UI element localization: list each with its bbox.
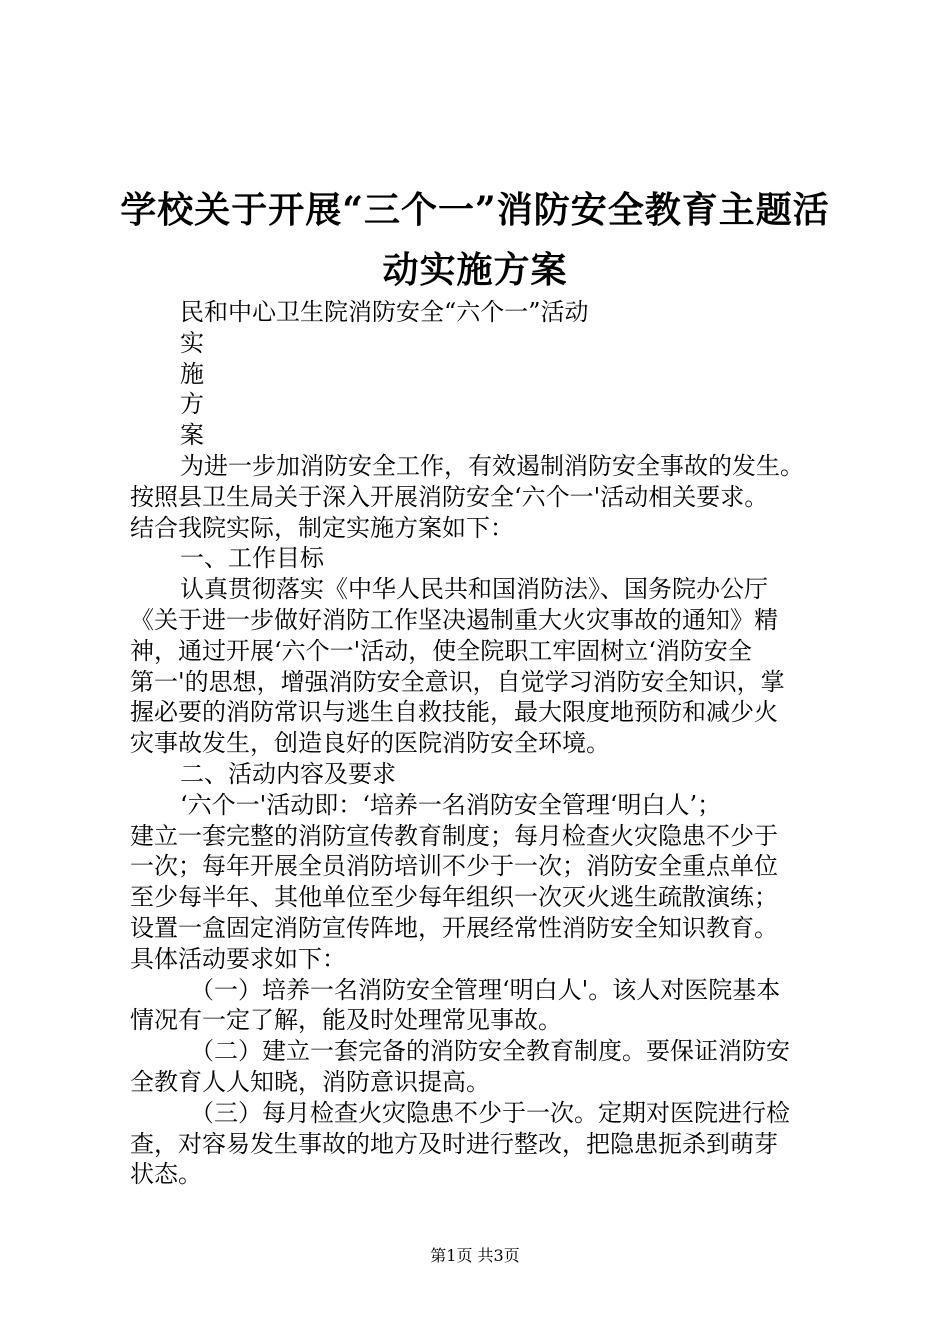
body-line: 一次；每年开展全员消防培训不少于一次；消防安全重点单位 (130, 852, 778, 881)
page-number-footer: 第1页 共3页 (430, 1246, 520, 1265)
body-line: 民和中心卫生院消防安全“六个一”活动 (180, 298, 589, 326)
body-line: 结合我院实际，制定实施方案如下： (130, 513, 514, 542)
body-line: 实 (180, 328, 204, 357)
body-line: 为进一步加消防安全工作，有效遏制消防安全事故的发生。 (180, 451, 804, 480)
body-line: （二）建立一套完备的消防安全教育制度。要保证消防安 (190, 1037, 790, 1066)
section-heading: 二、活动内容及要求 (180, 759, 396, 788)
body-line: 第一'的思想，增强消防安全意识，自觉学习消防安全知识，掌 (130, 667, 785, 696)
section-heading: 一、工作目标 (180, 544, 324, 573)
body-line: 设置一盒固定消防宣传阵地，开展经常性消防安全知识教育。 (130, 913, 778, 942)
body-line: ‘六个一'活动即：‘培养一名消防安全管理‘明白人’； (180, 790, 722, 819)
body-line: 方 (180, 390, 204, 419)
document-title-line-1: 学校关于开展“三个一”消防安全教育主题活 (120, 189, 830, 231)
body-line: 具体活动要求如下： (130, 944, 346, 973)
body-line: 情况有一定了解，能及时处理常见事故。 (130, 1006, 562, 1035)
body-line: 查，对容易发生事故的地方及时进行整改，把隐患扼杀到萌芽 (130, 1129, 778, 1158)
body-line: （三）每月检查火灾隐患不少于一次。定期对医院进行检 (190, 1098, 790, 1127)
body-line: 《关于进一步做好消防工作坚决遏制重大火灾事故的通知》精 (130, 605, 778, 634)
body-line: （一）培养一名消防安全管理‘明白人'。该人对医院基本 (190, 975, 781, 1004)
body-line: 按照县卫生局关于深入开展消防安全‘六个一'活动相关要求。 (130, 482, 769, 511)
body-line: 案 (180, 421, 204, 450)
document-title-line-2: 动实施方案 (382, 249, 568, 291)
body-line: 建立一套完整的消防宣传教育制度；每月检查火灾隐患不少于 (130, 821, 778, 850)
body-line: 灾事故发生，创造良好的医院消防安全环境。 (130, 729, 610, 758)
body-line: 至少每半年、其他单位至少每年组织一次灭火逃生疏散演练； (130, 883, 778, 912)
document-body (130, 297, 850, 1190)
body-line: 认真贯彻落实《中华人民共和国消防法》、国务院办公厅 (180, 575, 768, 604)
body-line: 握必要的消防常识与逃生自救技能，最大限度地预防和减少火 (130, 698, 778, 727)
body-line: 神，通过开展‘六个一'活动，使全院职工牢固树立‘消防安全 (130, 636, 752, 665)
body-line: 施 (180, 359, 204, 388)
body-line: 全教育人人知晓，消防意识提高。 (130, 1067, 490, 1096)
body-line: 状态。 (130, 1160, 202, 1189)
